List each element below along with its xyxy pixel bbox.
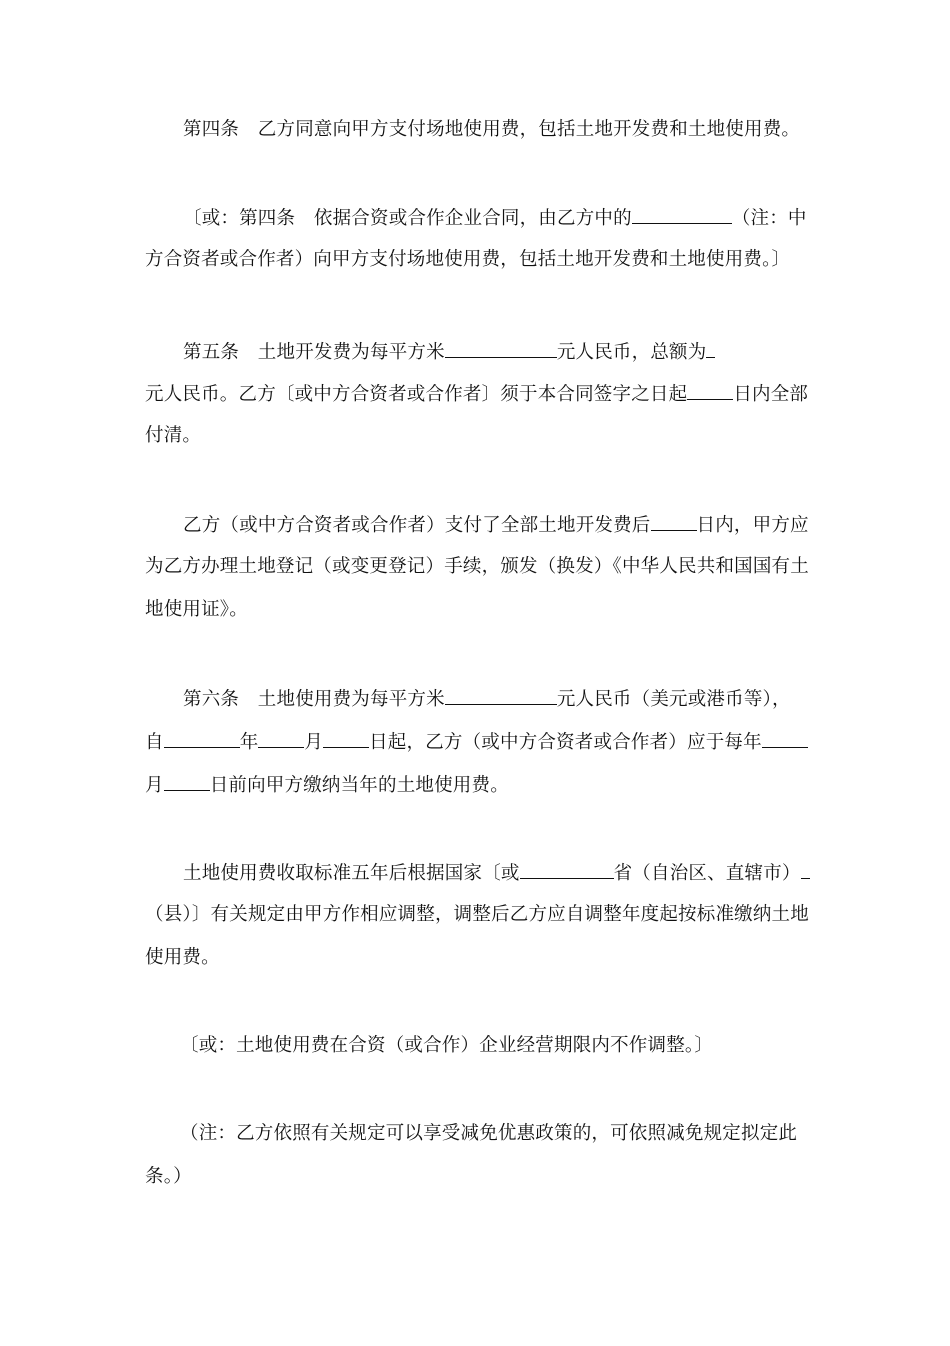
article-5-text-3: 日内全部 bbox=[733, 384, 809, 405]
fill-blank-party[interactable] bbox=[632, 205, 732, 224]
fill-blank-annual-day[interactable] bbox=[164, 772, 210, 791]
fill-blank-start-year[interactable] bbox=[164, 729, 240, 748]
fill-blank-registration-days[interactable] bbox=[651, 512, 697, 531]
article-6-from: 自 bbox=[145, 732, 164, 753]
adjustment-text-cont: 省（自治区、直辖市） bbox=[613, 863, 801, 884]
registration-line-1 bbox=[183, 512, 809, 538]
registration-line-2 bbox=[145, 555, 809, 579]
note-line-2 bbox=[145, 1165, 192, 1189]
adjustment-line-2 bbox=[145, 903, 809, 927]
fill-blank-payment-days[interactable] bbox=[687, 381, 733, 400]
article-6-text-3: 日前向甲方缴纳当年的土地使用费。 bbox=[209, 775, 509, 796]
article-5-line-3 bbox=[145, 424, 201, 448]
registration-text-cont: 日内，甲方应 bbox=[696, 515, 809, 536]
fill-blank-province[interactable] bbox=[520, 860, 614, 879]
article-6-text-2: 日起，乙方（或中方合资者或合作者）应于每年 bbox=[369, 732, 762, 753]
note-line-1 bbox=[180, 1122, 797, 1146]
alt-article-4-line-1 bbox=[183, 205, 807, 231]
article-6-month-2: 月 bbox=[145, 775, 164, 796]
adjustment-text-2: （县）〕有关规定由甲方作相应调整，调整后乙方应自调整年度起按标准缴纳土地 bbox=[145, 904, 809, 925]
article-4-text: 第四条 乙方同意向甲方支付场地使用费，包括土地开发费和土地使用费。 bbox=[183, 119, 801, 140]
article-6-line-2 bbox=[145, 729, 808, 755]
article-5-text-cont: 元人民币，总额为 bbox=[556, 342, 707, 363]
article-6-line-3 bbox=[145, 772, 509, 798]
alt-article-4-line-2 bbox=[145, 248, 790, 272]
alt-article-4-text: 〔或：第四条 依据合资或合作企业合同，由乙方中的 bbox=[183, 208, 632, 229]
adjustment-line-1 bbox=[183, 860, 810, 886]
fill-blank-county[interactable] bbox=[801, 860, 810, 879]
fill-blank-start-day[interactable] bbox=[323, 729, 369, 748]
article-5-line-2 bbox=[145, 381, 808, 407]
adjustment-text: 土地使用费收取标准五年后根据国家〔或 bbox=[183, 863, 520, 884]
fill-blank-start-month[interactable] bbox=[258, 729, 304, 748]
article-6-text-cont: 元人民币（美元或港币等）， bbox=[556, 689, 791, 710]
article-6-text: 第六条 土地使用费为每平方米 bbox=[183, 689, 445, 710]
article-6-line-1 bbox=[183, 686, 791, 712]
note-text: （注：乙方依照有关规定可以享受减免优惠政策的，可依照减免规定拟定此 bbox=[180, 1123, 798, 1144]
article-5-text-2: 元人民币。乙方〔或中方合资者或合作者〕须于本合同签字之日起 bbox=[145, 384, 688, 405]
fill-blank-dev-fee-total[interactable] bbox=[706, 339, 715, 358]
alt-adjustment bbox=[180, 1034, 713, 1058]
registration-text-3: 地使用证》。 bbox=[145, 599, 248, 620]
article-5-line-1 bbox=[183, 339, 715, 365]
article-5-text-4: 付清。 bbox=[145, 425, 202, 446]
adjustment-text-3: 使用费。 bbox=[145, 947, 220, 968]
note-text-2: 条。） bbox=[145, 1166, 192, 1187]
alt-adjustment-text: 〔或：土地使用费在合资（或合作）企业经营期限内不作调整。〕 bbox=[180, 1035, 714, 1056]
registration-text: 乙方（或中方合资者或合作者）支付了全部土地开发费后 bbox=[183, 515, 651, 536]
registration-line-3 bbox=[145, 598, 248, 622]
fill-blank-annual-month[interactable] bbox=[762, 729, 808, 748]
alt-article-4-text-cont: 方合资者或合作者）向甲方支付场地使用费，包括土地开发费和土地使用费。〕 bbox=[145, 249, 791, 270]
alt-article-4-note: （注：中 bbox=[731, 208, 807, 229]
adjustment-line-3 bbox=[145, 946, 220, 970]
fill-blank-dev-fee-per-sqm[interactable] bbox=[445, 339, 557, 358]
article-4 bbox=[183, 118, 800, 142]
article-6-month: 月 bbox=[304, 732, 324, 753]
article-5-text: 第五条 土地开发费为每平方米 bbox=[183, 342, 445, 363]
registration-text-2: 为乙方办理土地登记（或变更登记）手续，颁发（换发）《中华人民共和国国有土 bbox=[145, 556, 809, 577]
fill-blank-use-fee-per-sqm[interactable] bbox=[445, 686, 557, 705]
article-6-year: 年 bbox=[239, 732, 259, 753]
